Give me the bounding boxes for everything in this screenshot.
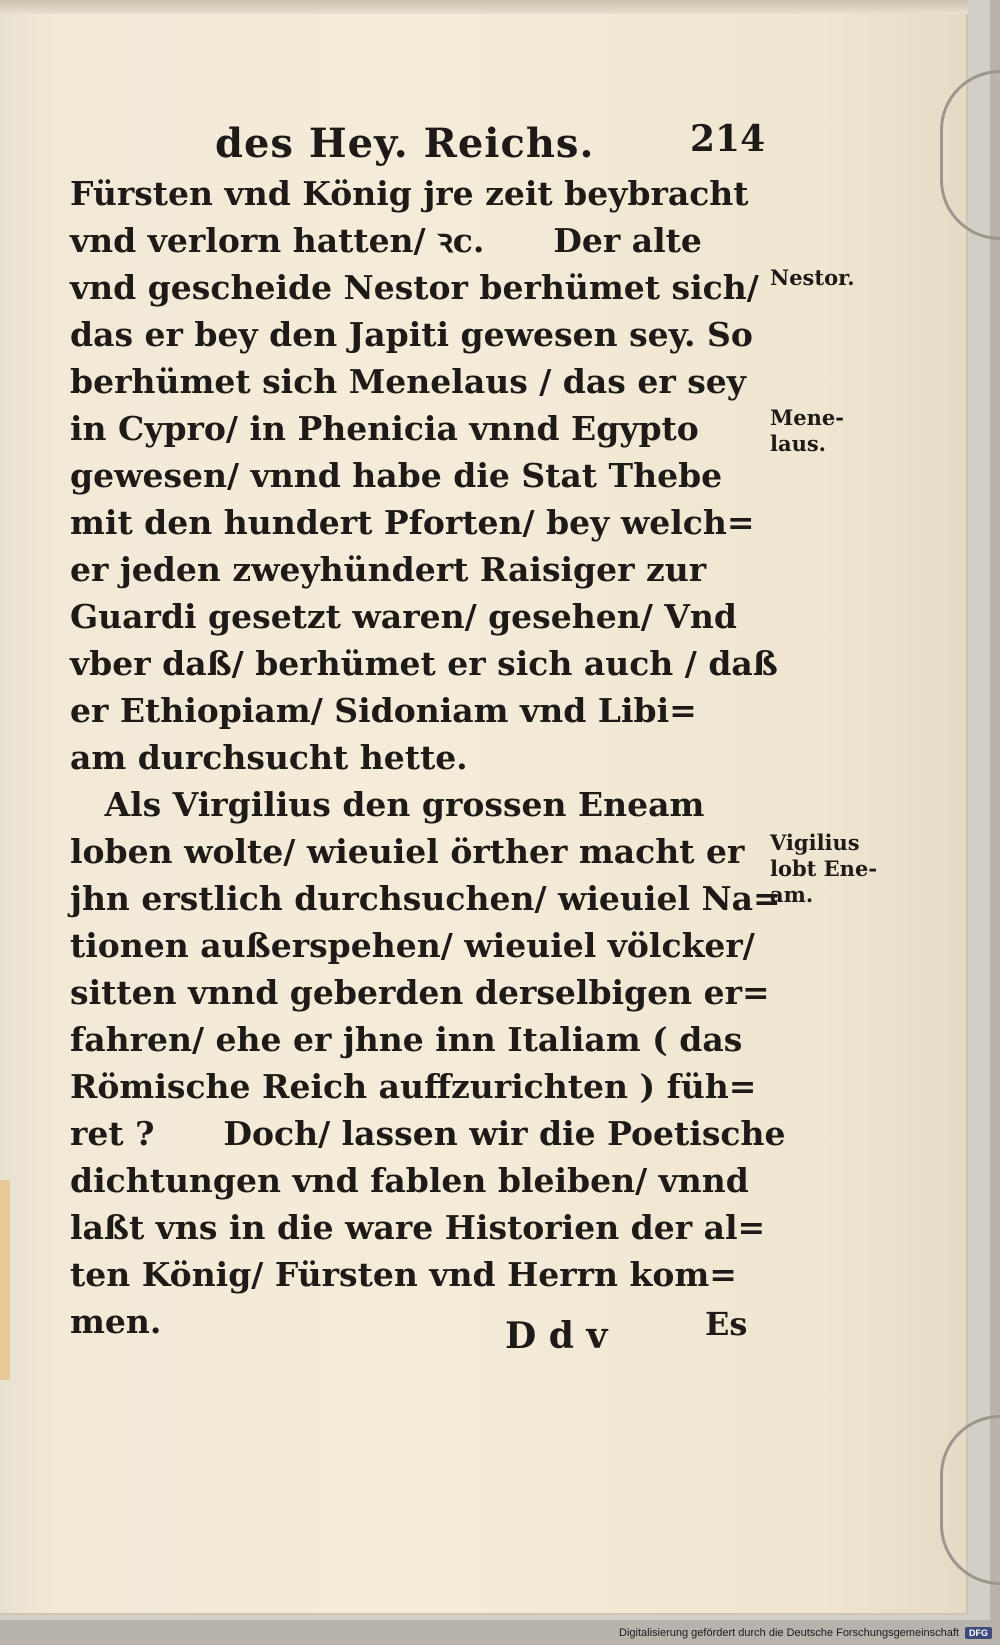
folio-number: 214 <box>690 118 766 160</box>
marginal-line: Nestor. <box>770 265 855 290</box>
text-line: Römische Reich auffzurichten ) füh= <box>70 1067 757 1106</box>
text-line: vnd gescheide Nestor berhümet sich/ <box>70 268 759 307</box>
running-head: des Hey. Reichs. <box>215 120 595 167</box>
text-line: tionen außerspehen/ wieuiel völcker/ <box>70 926 755 965</box>
main-text-block <box>70 170 786 1345</box>
text-line: mit den hundert Pforten/ bey welch= <box>70 503 755 542</box>
marginal-line: laus. <box>770 431 826 456</box>
text-line: am durchsucht hette. <box>70 738 468 777</box>
text-line: in Cypro/ in Phenicia vnnd Egypto <box>70 409 699 448</box>
credit-text: Digitalisierung gefördert durch die Deutsche Forschungsgemeinschaft <box>619 1627 959 1639</box>
text-line: sitten vnnd geberden derselbigen er= <box>70 973 770 1012</box>
text-line: das er bey den Japiti gewesen sey. So <box>70 315 753 354</box>
digitization-credit <box>619 1624 992 1642</box>
marginal-note-menelaus <box>770 405 880 457</box>
marginal-line: Vigilius <box>770 830 860 855</box>
text-line: laßt vns in die ware Historien der al= <box>70 1208 766 1247</box>
text-line: Guardi gesetzt waren/ gesehen/ Vnd <box>70 597 737 636</box>
page-left-edge <box>0 1180 10 1380</box>
text-line: Als Virgilius den grossen Eneam <box>70 785 705 824</box>
text-line: jhn erstlich durchsuchen/ wieuiel Na= <box>70 879 781 918</box>
text-line: fahren/ ehe er jhne inn Italiam ( das <box>70 1020 743 1059</box>
marginal-line: Mene- <box>770 405 844 430</box>
marginal-note-nestor <box>770 265 880 291</box>
page-top-edge <box>0 0 968 14</box>
text-line: men. <box>70 1302 162 1341</box>
gathering-signature: D d v <box>505 1315 608 1357</box>
text-line: vnd verlorn hatten/ ꝛc. Der alte <box>70 221 702 260</box>
text-line: vber daß/ berhümet er sich auch / daß <box>70 644 778 683</box>
text-line: dichtungen vnd fablen bleiben/ vnnd <box>70 1161 749 1200</box>
text-line: berhümet sich Menelaus / das er sey <box>70 362 746 401</box>
text-line: er Ethiopiam/ Sidoniam vnd Libi= <box>70 691 697 730</box>
dfg-logo: DFG <box>965 1627 992 1639</box>
marginal-line: am. <box>770 882 814 907</box>
text-line: Fürsten vnd König jre zeit beybracht <box>70 174 749 213</box>
catchword: Es <box>705 1305 748 1343</box>
text-line: gewesen/ vnnd habe die Stat Thebe <box>70 456 723 495</box>
text-line: ret ? Doch/ lassen wir die Poetische <box>70 1114 786 1153</box>
text-line: er jeden zweyhündert Raisiger zur <box>70 550 707 589</box>
text-line: ten König/ Fürsten vnd Herrn kom= <box>70 1255 737 1294</box>
marginal-line: lobt Ene- <box>770 856 878 881</box>
marginal-note-virgilius <box>770 830 880 908</box>
text-line: loben wolte/ wieuiel örther macht er <box>70 832 745 871</box>
